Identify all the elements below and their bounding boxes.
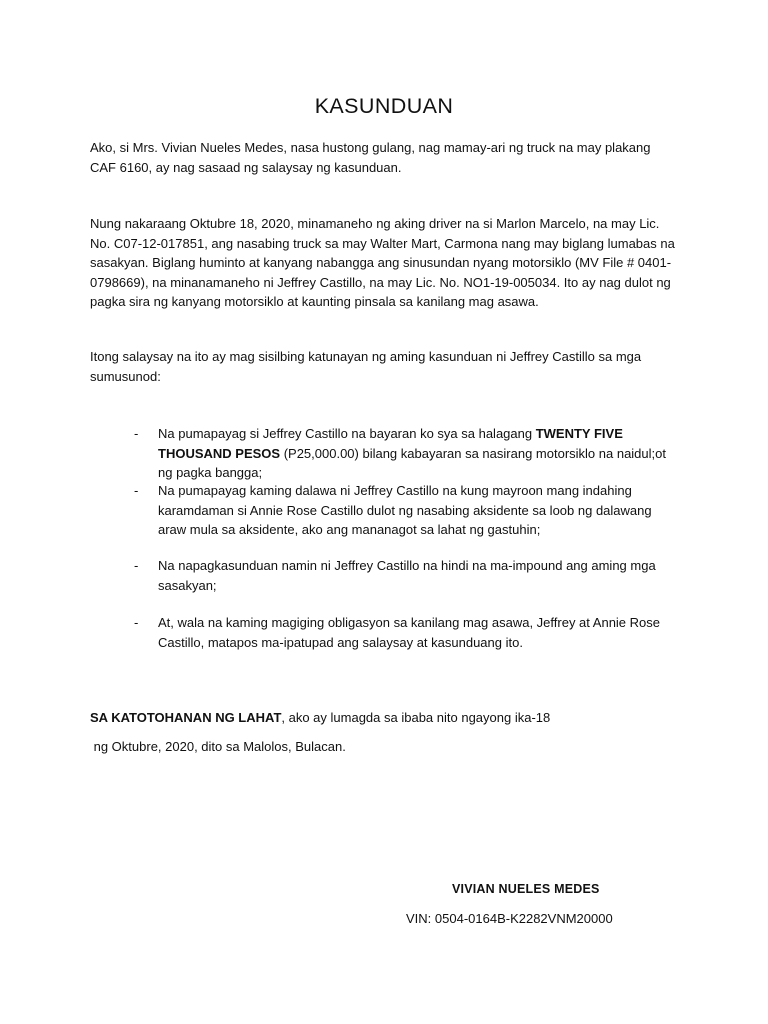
list-item-text-part: (P25,000.00) bilang kabayaran sa nasirang motorsiklo na naidul;ot ng pagka bangga; bbox=[158, 445, 666, 480]
bullet-dash: - bbox=[134, 558, 139, 573]
bullet-dash: - bbox=[134, 615, 139, 630]
closing-line-2: ng Oktubre, 2020, dito sa Malolos, Bulacan. bbox=[90, 739, 346, 754]
amount-in-words: TWENTY FIVE THOUSAND PESOS bbox=[158, 426, 623, 461]
list-item bbox=[134, 556, 674, 595]
narrative-paragraph: Nung nakaraang Oktubre 18, 2020, minamaneho ng aking driver na si Marlon Marcelo, na may Lic. No. C07-12-017851, ang nasabing truck sa may Walter Mart, Carmona nang may biglang lumabas na sasakyan. Biglang huminto at kanyang nabangga ang sinusundan nyang motorsiklo (MV File # 0401-0798669), na minanamaneho ni Jeffrey Castillo, na may Lic. No. NO1-19-005034. Ito ay nag dulot ng pagka sira ng kanyang motorsiklo at kaunting pinsala sa kanilang mag asawa. bbox=[90, 216, 675, 309]
signatory-name: VIVIAN NUELES MEDES bbox=[452, 882, 600, 896]
closing-bold-phrase: SA KATOTOHANAN NG LAHAT bbox=[90, 710, 282, 725]
signatory-vin: VIN: 0504-0164B-K2282VNM20000 bbox=[406, 911, 613, 926]
list-item-text: Na pumapayag kaming dalawa ni Jeffrey Castillo na kung mayroon mang indahing karamdaman si Annie Rose Castillo dulot ng nasabing aksidente sa loob ng dalawang araw mula sa aksidente, ako ang mananagot sa lahat ng gastuhin; bbox=[158, 483, 652, 537]
lead-in-paragraph: Itong salaysay na ito ay mag sisilbing katunayan ng aming kasunduan ni Jeffrey Castillo sa mga sumusunod: bbox=[90, 349, 642, 384]
list-item bbox=[134, 613, 674, 652]
closing-line bbox=[90, 708, 680, 728]
list-item-text bbox=[158, 424, 674, 483]
intro-paragraph: Ako, si Mrs. Vivian Nueles Medes, nasa hustong gulang, nag mamay-ari ng truck na may plakang CAF 6160, ay nag sasaad ng salaysay ng kasunduan. bbox=[90, 140, 651, 175]
list-item bbox=[134, 481, 674, 540]
list-item-text: At, wala na kaming magiging obligasyon sa kanilang mag asawa, Jeffrey at Annie Rose Castillo, matapos ma-ipatupad ang salaysay at kasunduang ito. bbox=[158, 615, 660, 650]
bullet-dash: - bbox=[134, 483, 139, 498]
bullet-dash: - bbox=[134, 426, 139, 441]
closing-text: , ako ay lumagda sa ibaba nito ngayong ika-18 bbox=[281, 710, 551, 725]
document-title: KASUNDUAN bbox=[314, 94, 454, 118]
list-item-text-part: Na pumapayag si Jeffrey Castillo na bayaran ko sya sa halagang bbox=[158, 426, 536, 441]
list-item bbox=[134, 424, 674, 483]
list-item-text: Na napagkasunduan namin ni Jeffrey Castillo na hindi na ma-impound ang aming mga sasakyan; bbox=[158, 558, 656, 593]
